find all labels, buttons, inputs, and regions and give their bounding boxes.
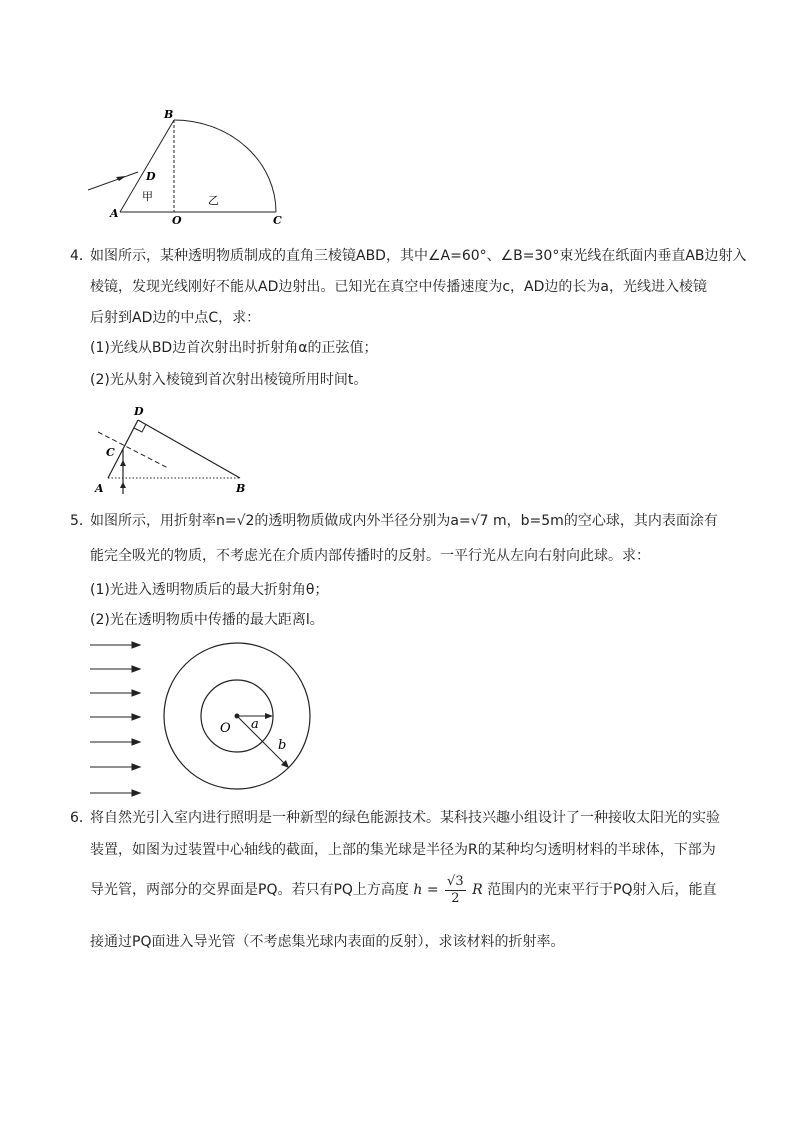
q6-line2: 装置，如图为过装置中心轴线的截面，上部的集光球是半径为R的某种均匀透明材料的半球体，下部为 [90,842,716,858]
label-D-q4: D [134,405,144,418]
label-C: C [273,214,282,225]
formula-fraction [445,874,466,907]
q4-number: 4． [70,248,93,264]
q5-line1: 如图所示，用折射率n=√2的透明物质做成内外半径分别为a=√7 m，b=5m的空心球，其内表面涂有 [90,513,718,529]
q5-line2: 能完全吸光的物质，不考虑光在介质内部传播时的反射。一平行光从左向右射向此球。求： [90,548,650,564]
label-B-q4: B [236,482,246,495]
q4-sub2: (2)光从射入棱镜到首次射出棱镜所用时间t。 [90,372,368,388]
q6-line1: 将自然光引入室内进行照明是一种新型的绿色能源技术。某科技兴趣小组设计了一种接收太阳光的实验 [90,810,720,826]
q5-sub2: (2)光在透明物质中传播的最大距离l。 [90,612,324,628]
q6-line4: 接通过PQ面进入导光管（不考虑集光球内表面的反射），求该材料的折射率。 [90,934,565,950]
radius-a-arrow [265,713,273,719]
label-jia: 甲 [142,190,153,203]
label-B: B [164,108,174,121]
label-a-q5: a [251,717,259,732]
q6-line3 [90,870,717,910]
label-A-q4: A [95,482,104,495]
figure-q5 [88,636,328,806]
label-O: O [172,214,182,225]
formula-denominator: 2 [451,890,460,906]
q6-number: 6． [70,810,93,826]
q5-sub1: (1)光进入透明物质后的最大折射角θ； [90,582,329,598]
label-D: D [146,170,156,183]
figure-q3 [80,100,300,225]
quarter-arc [174,120,276,212]
figure-q4 [88,402,258,497]
edge-DB [138,420,240,478]
formula-R: R [472,882,483,898]
ray-arrow-up-2 [120,460,126,466]
parallel-rays [90,642,140,796]
label-O-q5: O [220,721,231,736]
incident-ray [88,172,138,190]
q4-line3: 后射到AD边的中点C，求： [90,310,261,326]
formula-numerator: √3 [447,873,464,889]
formula-h: h = [413,882,439,898]
label-A: A [110,207,119,220]
q5-number: 5． [70,513,93,529]
q4-line2: 棱镜，发现光线刚好不能从AD边射出。已知光在真空中传播速度为c，AD边的长为a，光线进入棱镜 [90,279,707,295]
ray-arrow-up [120,482,126,488]
q4-sub1: (1)光线从BD边首次射出时折射角α的正弦值； [90,340,378,356]
label-yi: 乙 [208,194,219,207]
ray-arrow [116,176,126,181]
q6-line3-a: 导光管，两部分的交界面是PQ。若只有PQ上方高度 [90,882,409,898]
q4-line1: 如图所示，某种透明物质制成的直角三棱镜ABD，其中∠A=60°、∠B=30°束光线在纸面内垂直AB边射入 [90,248,747,264]
label-b-q5: b [278,738,287,753]
q6-line3-b: 范围内的光束平行于PQ射入后，能直 [487,882,717,898]
label-C-q4: C [106,446,115,459]
